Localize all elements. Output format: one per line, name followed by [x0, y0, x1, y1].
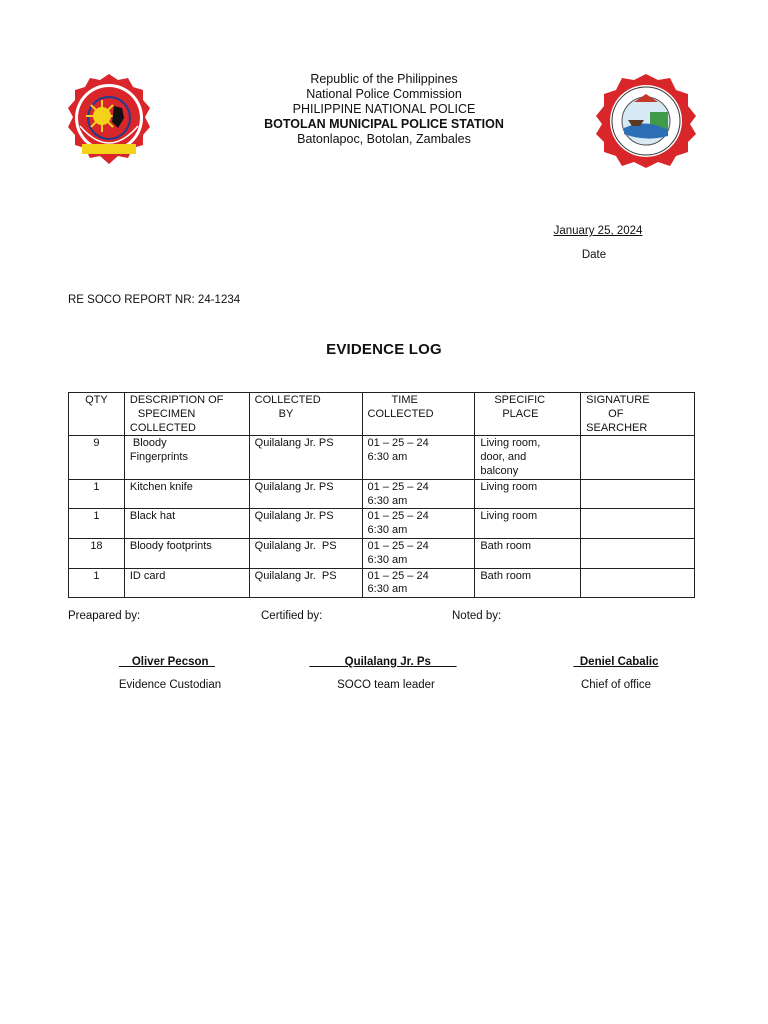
cell-description: Bloody footprints — [124, 538, 249, 568]
botolan-station-seal-logo — [594, 72, 698, 170]
letterhead — [180, 72, 588, 147]
cell-specific-place: Bath room — [475, 568, 581, 598]
cell-collected-by: Quilalang Jr. PS — [249, 509, 362, 539]
cell-specific-place: Living room, door, and balcony — [475, 436, 581, 479]
header-collected-by: COLLECTED BY — [249, 393, 362, 436]
certified-by-name: _____ Quilalang Jr. Ps____ — [309, 656, 457, 668]
date-label: Date — [581, 249, 607, 261]
header-specific-place: SPECIFIC PLACE — [475, 393, 581, 436]
document-title: EVIDENCE LOG — [326, 341, 442, 358]
soco-report-number: RE SOCO REPORT NR: 24-1234 — [68, 294, 241, 306]
table-row — [69, 479, 695, 509]
header-signature: SIGNATURE OF SEARCHER — [581, 393, 695, 436]
cell-qty: 18 — [69, 538, 125, 568]
header-pnp: PHILIPPINE NATIONAL POLICE — [292, 102, 476, 116]
pnp-seal-logo — [66, 72, 152, 168]
cell-description: Bloody Fingerprints — [124, 436, 249, 479]
certified-by-label: Certified by: — [261, 610, 323, 622]
cell-specific-place: Living room — [475, 509, 581, 539]
cell-signature — [581, 436, 695, 479]
cell-description: Kitchen knife — [124, 479, 249, 509]
table-header-row — [69, 393, 695, 436]
table-row — [69, 568, 695, 598]
cell-description: ID card — [124, 568, 249, 598]
certified-by-role: SOCO team leader — [337, 679, 435, 691]
cell-signature — [581, 538, 695, 568]
cell-description: Black hat — [124, 509, 249, 539]
prepared-by-label: Preapared by: — [68, 610, 141, 622]
header-description: DESCRIPTION OF SPECIMEN COLLECTED — [124, 393, 249, 436]
prepared-by-role: Evidence Custodian — [118, 679, 222, 691]
cell-collected-by: Quilalang Jr. PS — [249, 568, 362, 598]
evidence-log-table — [68, 392, 695, 598]
cell-qty: 1 — [69, 479, 125, 509]
cell-signature — [581, 509, 695, 539]
cell-time-collected: 01 – 25 – 24 6:30 am — [362, 436, 475, 479]
header-time-collected: TIME COLLECTED — [362, 393, 475, 436]
header-address: Batonlapoc, Botolan, Zambales — [297, 132, 471, 146]
document-date: January 25, 2024 — [553, 225, 643, 237]
cell-collected-by: Quilalang Jr. PS — [249, 479, 362, 509]
cell-time-collected: 01 – 25 – 24 6:30 am — [362, 509, 475, 539]
header-station: BOTOLAN MUNICIPAL POLICE STATION — [264, 117, 504, 131]
cell-time-collected: 01 – 25 – 24 6:30 am — [362, 479, 475, 509]
cell-time-collected: 01 – 25 – 24 6:30 am — [362, 568, 475, 598]
noted-by-role: Chief of office — [580, 679, 652, 691]
header-republic: Republic of the Philippines — [310, 72, 458, 86]
cell-signature — [581, 568, 695, 598]
cell-signature — [581, 479, 695, 509]
noted-by-name: _Deniel Cabalic — [573, 656, 659, 668]
cell-specific-place: Living room — [475, 479, 581, 509]
prepared-by-name: __Oliver Pecson_ — [119, 656, 215, 668]
table-row — [69, 509, 695, 539]
table-row — [69, 538, 695, 568]
header-napolcom: National Police Commission — [306, 87, 462, 101]
header-qty: QTY — [69, 393, 125, 436]
table-row — [69, 436, 695, 479]
cell-specific-place: Bath room — [475, 538, 581, 568]
cell-qty: 1 — [69, 568, 125, 598]
cell-qty: 9 — [69, 436, 125, 479]
cell-qty: 1 — [69, 509, 125, 539]
noted-by-label: Noted by: — [452, 610, 502, 622]
cell-collected-by: Quilalang Jr. PS — [249, 538, 362, 568]
cell-time-collected: 01 – 25 – 24 6:30 am — [362, 538, 475, 568]
cell-collected-by: Quilalang Jr. PS — [249, 436, 362, 479]
